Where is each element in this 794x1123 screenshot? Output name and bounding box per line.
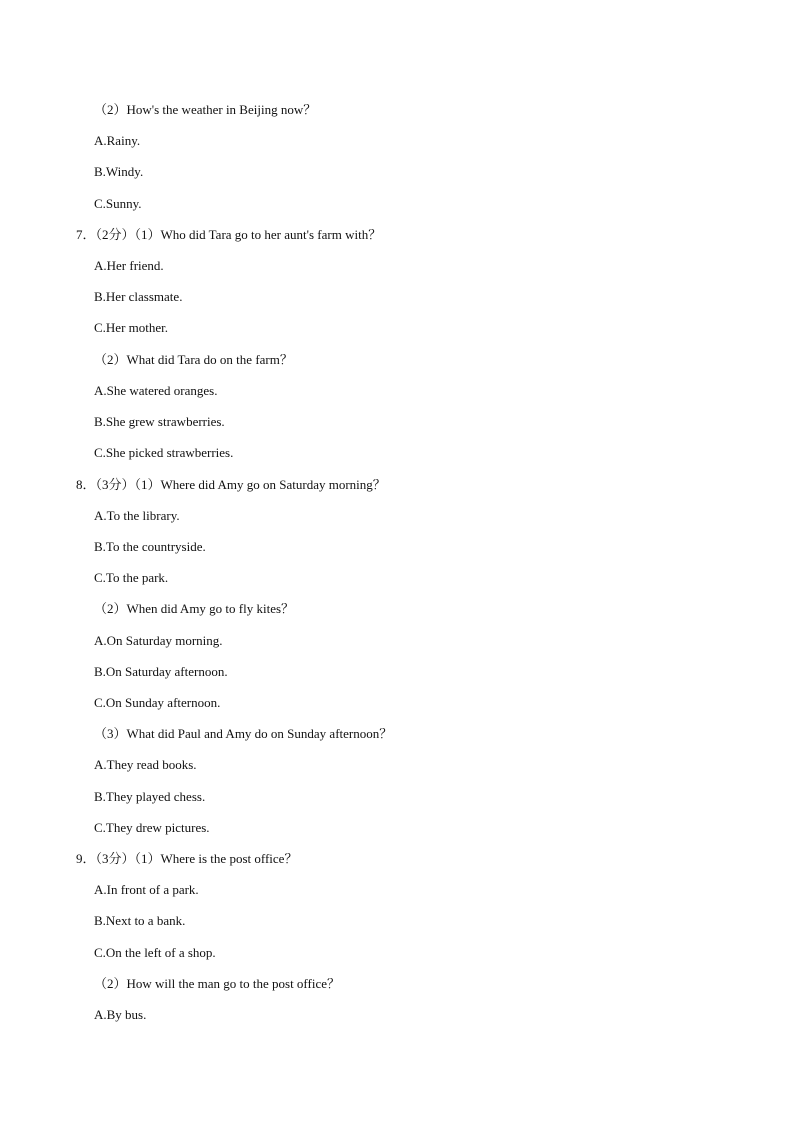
question-7-text: 7．（2分）（1）Who did Tara go to her aunt's farm with？ <box>76 227 382 242</box>
option-c: C.On Sunday afternoon. <box>94 695 221 710</box>
option-b: B.Her classmate. <box>94 289 183 304</box>
option-c: C.To the park. <box>94 570 169 585</box>
option-b: B.To the countryside. <box>94 539 206 554</box>
option-b: B.She grew strawberries. <box>94 414 225 429</box>
question-8-sub-2-text: （2）When did Amy go to fly kites？ <box>94 601 295 616</box>
option-a: A.In front of a park. <box>94 882 199 897</box>
option-c: C.She picked strawberries. <box>94 445 234 460</box>
question-6-sub-2-text: （2）How's the weather in Beijing now？ <box>94 102 317 117</box>
option-a: A.They read books. <box>94 757 197 772</box>
question-8-text: 8．（3分）（1）Where did Amy go on Saturday morning？ <box>76 477 386 492</box>
option-b: B.They played chess. <box>94 789 206 804</box>
option-b: B.Next to a bank. <box>94 913 186 928</box>
option-a: A.On Saturday morning. <box>94 633 223 648</box>
option-a: A.By bus. <box>94 1007 147 1022</box>
option-a: A.Rainy. <box>94 133 141 148</box>
option-b: B.On Saturday afternoon. <box>94 664 228 679</box>
option-a: A.To the library. <box>94 508 180 523</box>
question-9-sub-2-text: （2）How will the man go to the post office？ <box>94 976 341 991</box>
option-c: C.Sunny. <box>94 196 142 211</box>
option-c: C.On the left of a shop. <box>94 945 216 960</box>
option-c: C.Her mother. <box>94 320 169 335</box>
option-c: C.They drew pictures. <box>94 820 210 835</box>
question-9-text: 9．（3分）（1）Where is the post office？ <box>76 851 298 866</box>
question-7-sub-2-text: （2）What did Tara do on the farm？ <box>94 352 293 367</box>
option-b: B.Windy. <box>94 164 144 179</box>
option-a: A.She watered oranges. <box>94 383 218 398</box>
question-8-sub-3-text: （3）What did Paul and Amy do on Sunday afternoon？ <box>94 726 393 741</box>
option-a: A.Her friend. <box>94 258 164 273</box>
